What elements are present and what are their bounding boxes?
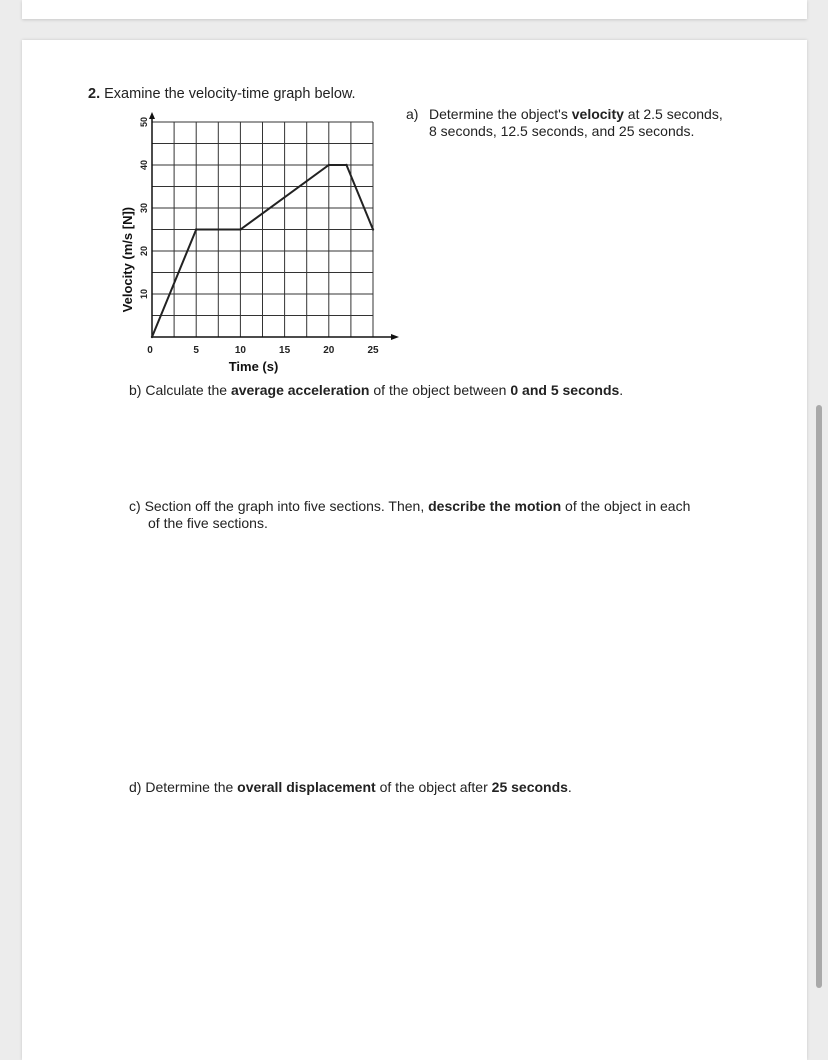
y-tick-label: 20	[139, 245, 149, 257]
part-b-text-bold2: 0 and 5 seconds	[510, 382, 620, 398]
part-b-label: b)	[129, 382, 142, 398]
x-tick-label: 0	[147, 345, 153, 356]
x-tick-label: 5	[193, 345, 199, 356]
data-point	[372, 228, 374, 230]
part-d-text-mid: of the object after	[375, 779, 492, 795]
part-a-text-bold: velocity	[571, 106, 624, 122]
part-a-label: a)	[406, 106, 419, 122]
part-b-text-pre: Calculate the	[145, 382, 231, 398]
part-d-text-post: .	[567, 779, 572, 795]
y-tick-label: 10	[139, 288, 149, 300]
y-tick-label: 30	[139, 202, 149, 214]
part-a	[406, 106, 766, 140]
x-tick-labels	[147, 345, 379, 356]
x-tick-label: 20	[323, 345, 335, 356]
y-axis-arrow	[149, 112, 155, 119]
part-a-text-post: at 2.5 seconds,	[623, 106, 723, 122]
part-c-text-post: of the object in each	[561, 498, 691, 514]
y-tick-label: 50	[139, 116, 149, 128]
scrollbar-thumb[interactable]	[816, 405, 822, 988]
question-heading	[88, 86, 356, 102]
grid	[152, 122, 373, 337]
x-axis-arrow	[391, 334, 399, 340]
part-c-text-bold: describe the motion	[428, 498, 562, 514]
data-point	[345, 164, 347, 166]
x-tick-label: 10	[234, 345, 246, 356]
part-a-text-line2: 8 seconds, 12.5 seconds, and 25 seconds.	[429, 123, 695, 139]
data-point	[151, 336, 153, 338]
x-tick-label: 25	[367, 345, 379, 356]
part-c	[129, 498, 759, 532]
data-point	[239, 228, 241, 230]
previous-page	[22, 0, 807, 19]
part-c-label: c)	[129, 498, 141, 514]
question-prompt: Examine the velocity-time graph below.	[104, 86, 356, 102]
x-tick-label: 15	[279, 345, 291, 356]
part-c-text-line2: of the five sections.	[148, 515, 268, 531]
y-axis-label: Velocity (m/s [N])	[120, 206, 135, 313]
part-b-text-bold1: average acceleration	[230, 382, 370, 398]
part-d-text-bold1: overall displacement	[237, 779, 376, 795]
part-a-text-pre: Determine the object's	[429, 106, 572, 122]
x-axis-label: Time (s)	[228, 359, 279, 374]
data-point	[328, 164, 330, 166]
velocity-time-graph	[110, 105, 410, 375]
part-d-text-bold2: 25 seconds	[491, 779, 568, 795]
part-b	[129, 382, 759, 399]
question-number: 2.	[88, 86, 101, 102]
y-tick-labels	[139, 117, 149, 299]
part-d-label: d)	[129, 779, 142, 795]
part-b-text-post: .	[619, 382, 624, 398]
axes	[149, 112, 399, 340]
y-tick-label: 40	[139, 159, 149, 171]
data-point	[195, 228, 197, 230]
part-d-text-pre: Determine the	[145, 779, 238, 795]
part-b-text-mid: of the object between	[369, 382, 511, 398]
part-d	[129, 779, 759, 796]
part-c-text-pre: Section off the graph into five sections. Then,	[144, 498, 429, 514]
